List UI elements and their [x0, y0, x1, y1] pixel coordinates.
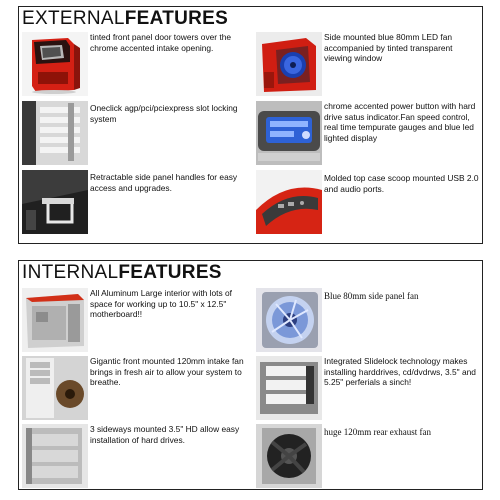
front-panel-caption: tinted front panel door towers over the chrome accented intake opening.	[90, 32, 232, 53]
rear-exhaust-fan-image	[256, 424, 322, 488]
blue-side-fan-image	[256, 288, 322, 352]
internal-features-panel	[18, 260, 483, 490]
feature-item-side-handle	[22, 170, 250, 236]
side-fan-image	[256, 32, 322, 96]
feature-item-slidelock	[256, 356, 482, 422]
slot-lock-caption: Oneclick agp/pci/pciexpress slot locking system	[90, 103, 238, 124]
feature-item-slot-lock	[22, 101, 250, 167]
external-features-title	[22, 8, 228, 30]
title-light-part: EXTERNAL	[22, 8, 125, 29]
top-scoop-image	[256, 170, 322, 234]
front-intake-fan-caption: Gigantic front mounted 120mm intake fan brings in fresh air to allow your system to breathe.	[90, 356, 244, 387]
side-handle-caption: Retractable side panel handles for easy access and upgrades.	[90, 172, 238, 193]
lcd-display-caption: chrome accented power button with hard drive satus indicator.Fan speed control, real time tempurate gauges and blue led lighted display	[324, 101, 476, 143]
feature-item-aluminum-interior	[22, 288, 250, 354]
title-bold-part: FEATURES	[124, 8, 229, 29]
rear-exhaust-fan-caption: huge 120mm rear exhaust fan	[324, 427, 431, 437]
aluminum-interior-image	[22, 288, 88, 352]
feature-item-hd-cage	[22, 424, 250, 490]
hd-cage-caption: 3 sideways mounted 3.5" HD allow easy installation of hard drives.	[90, 424, 240, 445]
slidelock-image	[256, 356, 322, 420]
lcd-display-image	[256, 101, 322, 165]
feature-item-blue-side-fan	[256, 288, 482, 354]
external-features-panel	[18, 6, 483, 244]
slidelock-caption: Integrated Slidelock technology makes installing harddrives, cd/dvdrws, 3.5" and 5.25" perferials a sinch!	[324, 356, 476, 387]
side-handle-image	[22, 170, 88, 234]
hd-cage-image	[22, 424, 88, 488]
slot-lock-image	[22, 101, 88, 165]
feature-item-top-scoop	[256, 170, 482, 236]
feature-item-front-panel	[22, 32, 250, 98]
feature-item-lcd-display	[256, 101, 482, 167]
top-scoop-caption: Molded top case scoop mounted USB 2.0 and audio ports.	[324, 173, 479, 194]
front-intake-fan-image	[22, 356, 88, 420]
aluminum-interior-caption: All Aluminum Large interior with lots of space for working up to 10.5" x 12.5" motherboard!!	[90, 288, 232, 319]
title-light-part: INTERNAL	[22, 262, 119, 283]
title-bold-part: FEATURES	[118, 262, 222, 283]
side-fan-caption: Side mounted blue 80mm LED fan accompanied by tinted transparent viewing window	[324, 32, 453, 63]
internal-features-title	[22, 262, 222, 284]
feature-item-side-fan	[256, 32, 482, 98]
blue-side-fan-caption: Blue 80mm side panel fan	[324, 291, 419, 301]
feature-item-front-intake-fan	[22, 356, 250, 422]
feature-item-rear-exhaust-fan	[256, 424, 482, 490]
front-panel-image	[22, 32, 88, 96]
